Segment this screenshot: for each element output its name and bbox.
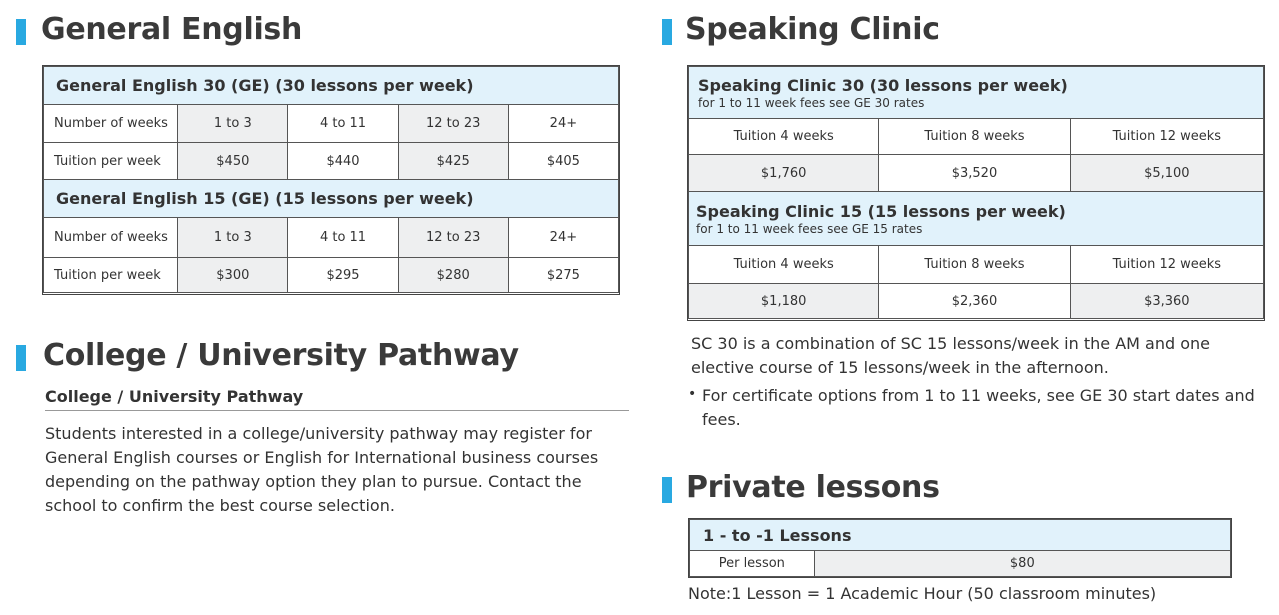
- table-cell: Tuition 4 weeks: [689, 246, 879, 284]
- private-lessons-title: Private lessons: [686, 470, 940, 505]
- table-cell: Tuition 8 weeks: [879, 119, 1070, 155]
- general-english-table: [42, 65, 620, 295]
- speaking-clinic-bullet: For certificate options from 1 to 11 weeks, see GE 30 start dates and fees.: [702, 386, 1255, 429]
- table-row: [44, 258, 619, 293]
- sc15-header-note: for 1 to 11 week fees see GE 15 rates: [696, 221, 923, 236]
- college-pathway-subtitle: College / University Pathway: [45, 386, 629, 411]
- table-cell: $1,180: [689, 284, 879, 319]
- private-lessons-note: Note:1 Lesson = 1 Academic Hour (50 classroom minutes): [688, 584, 1157, 603]
- table-row: [689, 155, 1264, 192]
- section-accent-bar: [662, 477, 672, 503]
- table-cell: $405: [508, 143, 618, 180]
- table-row: [690, 551, 1231, 577]
- table-cell: 1 to 3: [178, 105, 288, 143]
- table-cell: $2,360: [879, 284, 1070, 319]
- table-cell: $3,360: [1070, 284, 1263, 319]
- row-label: Tuition per week: [44, 258, 178, 293]
- table-row: [44, 218, 619, 258]
- table-cell: 24+: [508, 105, 618, 143]
- table-cell: $5,100: [1070, 155, 1263, 192]
- row-label: Number of weeks: [44, 218, 178, 258]
- table-cell: $280: [398, 258, 508, 293]
- table-row: [689, 119, 1264, 155]
- row-label: Per lesson: [690, 551, 815, 577]
- table-cell: $425: [398, 143, 508, 180]
- speaking-clinic-table: [687, 65, 1265, 321]
- table-cell: 12 to 23: [398, 105, 508, 143]
- table-cell: Tuition 4 weeks: [689, 119, 879, 155]
- sc15-header-title: Speaking Clinic 15 (15 lessons per week): [696, 201, 1066, 221]
- sc30-header-title: Speaking Clinic 30 (30 lessons per week): [698, 75, 1068, 95]
- speaking-clinic-title: Speaking Clinic: [685, 12, 940, 47]
- sc30-header: [689, 67, 1264, 119]
- table-row: [689, 246, 1264, 284]
- table-row: [689, 284, 1264, 319]
- table-cell: $3,520: [879, 155, 1070, 192]
- table-cell: 12 to 23: [398, 218, 508, 258]
- table-row: [44, 143, 619, 180]
- table-cell: $1,760: [689, 155, 879, 192]
- table-cell: 1 to 3: [178, 218, 288, 258]
- table-cell: $300: [178, 258, 288, 293]
- section-accent-bar: [662, 19, 672, 45]
- row-label: Tuition per week: [44, 143, 178, 180]
- table-cell: Tuition 8 weeks: [879, 246, 1070, 284]
- ge15-header: General English 15 (GE) (15 lessons per week): [44, 180, 619, 218]
- table-cell: $450: [178, 143, 288, 180]
- bullet-dot: •: [688, 386, 697, 402]
- private-lessons-header: 1 - to -1 Lessons: [690, 520, 1231, 551]
- section-accent-bar: [16, 19, 26, 45]
- college-pathway-body: Students interested in a college/university pathway may register for General English courses or English for International business courses depending on the pathway option they plan to pursue. Contact the school to confirm the best course selection.: [45, 424, 599, 515]
- sc15-header: [689, 192, 1264, 246]
- private-lessons-table: [688, 518, 1232, 578]
- table-cell: $275: [508, 258, 618, 293]
- table-cell: 24+: [508, 218, 618, 258]
- table-cell: Tuition 12 weeks: [1070, 119, 1263, 155]
- table-row: [44, 105, 619, 143]
- row-label: Number of weeks: [44, 105, 178, 143]
- college-pathway-title: College / University Pathway: [43, 338, 519, 373]
- table-cell: Tuition 12 weeks: [1070, 246, 1263, 284]
- table-cell: 4 to 11: [288, 218, 398, 258]
- general-english-title: General English: [41, 12, 303, 47]
- section-accent-bar: [16, 345, 26, 371]
- table-cell: 4 to 11: [288, 105, 398, 143]
- table-cell: $440: [288, 143, 398, 180]
- speaking-clinic-note: SC 30 is a combination of SC 15 lessons/week in the AM and one elective course of 15 lessons/week in the afternoon.: [691, 334, 1210, 377]
- ge30-header: General English 30 (GE) (30 lessons per week): [44, 67, 619, 105]
- table-cell: $80: [814, 551, 1230, 577]
- table-cell: $295: [288, 258, 398, 293]
- sc30-header-note: for 1 to 11 week fees see GE 30 rates: [698, 95, 925, 110]
